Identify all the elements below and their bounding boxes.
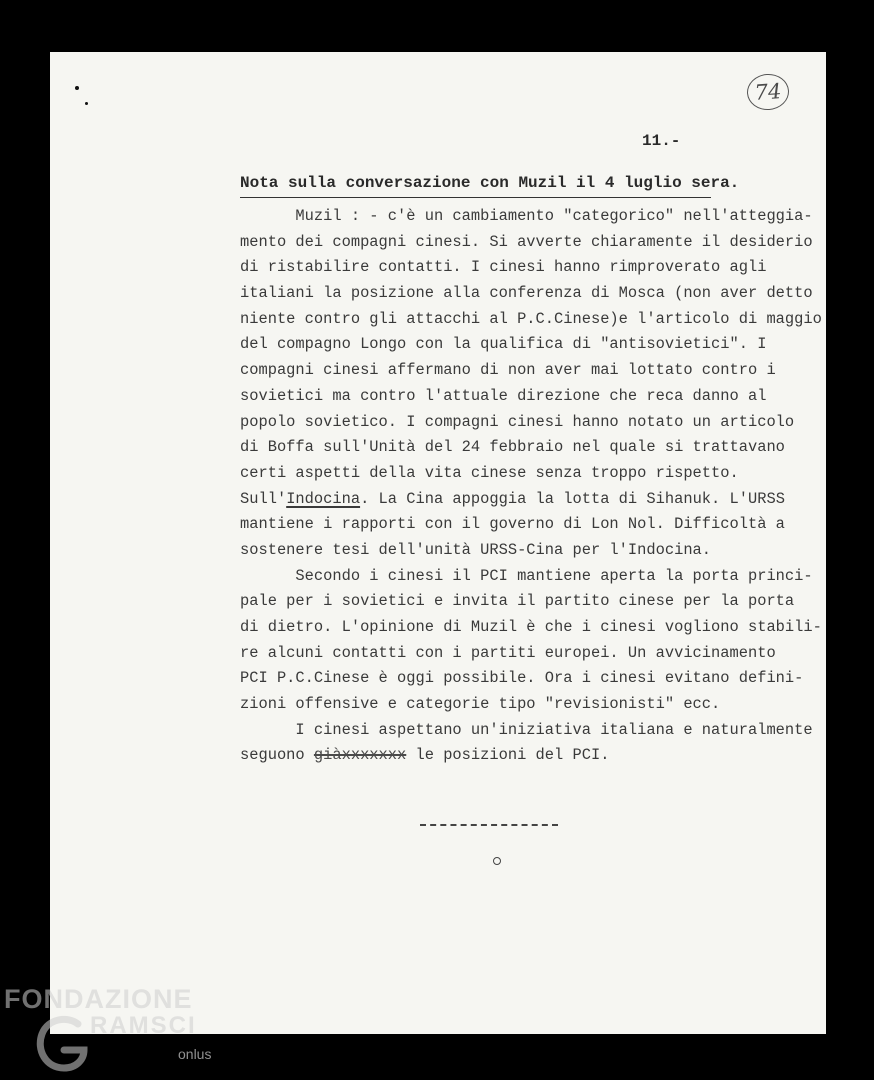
document-page [50,52,826,1034]
title-underline [240,197,711,198]
text-line: di dietro. L'opinione di Muzil è che i cinesi vogliono stabili- [240,618,822,636]
text-line: I cinesi aspettano un'iniziativa italiana e naturalmente [240,720,813,739]
text-line: di Boffa sull'Unità del 24 febbraio nel quale si trattavano [240,438,785,457]
archive-page-number: 74 [746,73,790,112]
text-line: niente contro gli attacchi al P.C.Cinese)e l'articolo di maggio [240,309,822,328]
text-line [240,743,830,769]
text-line: zioni offensive e categorie tipo "revisionisti" ecc. [240,695,721,714]
ink-speck [85,102,88,105]
text-segment: . La Cina appoggia la lotta di Sihanuk. L'URSS [360,489,785,508]
text-line: re alcuni contatti con i partiti europei. Un avvicinamento [240,643,776,662]
text-line: Muzil : - c'è un cambiamento "categorico" nell'atteggia- [240,207,813,225]
text-line: italiani la posizione alla conferenza di Mosca (non aver detto [240,284,813,303]
watermark-suffix: onlus [178,1046,212,1062]
text-line: mantiene i rapporti con il governo di Lon Nol. Difficoltà a [240,515,785,534]
watermark-g-icon [34,1012,90,1074]
text-line [240,487,830,513]
struck-out-text: giàxxxxxxx [313,746,407,765]
text-line: sovietici ma contro l'attuale direzione che reca danno al [240,386,767,405]
text-line: Secondo i cinesi il PCI mantiene aperta la porta princi- [240,566,813,585]
page-number: 11.- [642,132,681,150]
text-segment: Sull' [240,489,287,508]
end-rule [420,824,558,826]
document-title: Nota sulla conversazione con Muzil il 4 luglio sera. [240,174,740,192]
watermark-line1: FONDAZIONE [4,984,193,1014]
text-line: di ristabilire contatti. I cinesi hanno rimproverato agli [240,258,767,277]
text-line: sostenere tesi dell'unità URSS-Cina per l'Indocina. [240,540,712,559]
text-line: del compagno Longo con la qualifica di "antisovietici". I [240,335,767,354]
text-line: certi aspetti della vita cinese senza troppo rispetto. [240,463,739,482]
text-line: PCI P.C.Cinese è oggi possibile. Ora i cinesi evitano defini- [240,669,804,688]
watermark-logo [4,982,218,1080]
end-mark [493,857,501,865]
ink-speck [75,86,79,90]
body-text [240,204,830,769]
watermark-line2: RAMSCI [90,1012,197,1039]
text-line: mento dei compagni cinesi. Si avverte chiaramente il desiderio [240,232,813,251]
underlined-word: Indocina [286,489,361,508]
text-line: pale per i sovietici e invita il partito cinese per la porta [240,592,795,611]
text-segment: le posizioni del PCI. [406,746,610,765]
text-line: popolo sovietico. I compagni cinesi hanno notato un articolo [240,412,795,431]
text-segment: seguono [240,746,314,765]
text-line: compagni cinesi affermano di non aver mai lottato contro i [240,361,776,380]
